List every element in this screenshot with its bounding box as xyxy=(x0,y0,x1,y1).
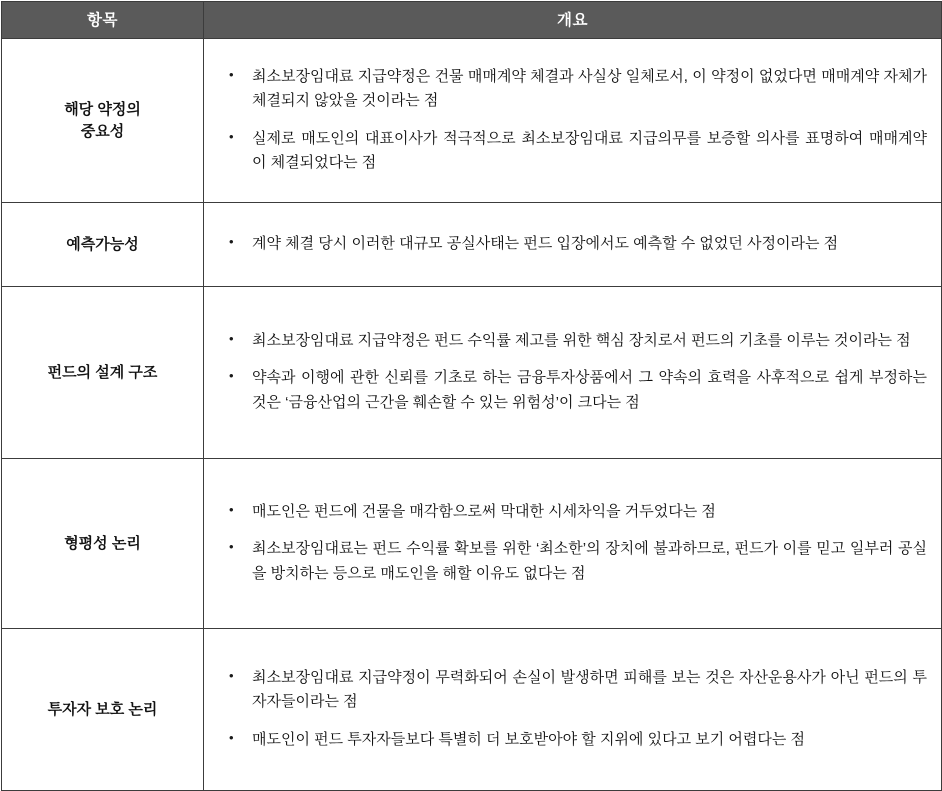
list-item: • 최소보장임대료 지급약정은 펀드 수익률 제고를 위한 핵심 장치로서 펀드의 기초를 이루는 것이라는 점 xyxy=(214,329,927,353)
bullet-list xyxy=(214,232,927,256)
row-item-label xyxy=(2,287,204,459)
row-overview-cell xyxy=(204,287,942,459)
column-header-overview: 개요 xyxy=(204,2,942,39)
row-overview-cell xyxy=(204,203,942,287)
row-item-line: 형평성 논리 xyxy=(64,534,141,552)
bullet-list xyxy=(214,666,927,752)
bullet-list xyxy=(214,329,927,415)
document-sheet xyxy=(0,1,942,766)
list-item: • 최소보장임대료는 펀드 수익률 확보를 위한 ‘최소한’의 장치에 불과하므로, 펀드가 이를 믿고 일부러 공실을 방치하는 등으로 매도인을 해할 이유도 없다는 점 xyxy=(214,537,927,586)
table-row xyxy=(2,459,942,629)
list-item: • 매도인은 펀드에 건물을 매각함으로써 막대한 시세차익을 거두었다는 점 xyxy=(214,500,927,524)
bullet-list xyxy=(214,500,927,586)
table-row xyxy=(2,287,942,459)
row-item-line: 투자자 보호 논리 xyxy=(47,700,158,718)
row-overview-cell xyxy=(204,39,942,203)
list-item: • 최소보장임대료 지급약정은 건물 매매계약 체결과 사실상 일체로서, 이 약정이 없었다면 매매계약 자체가 체결되지 않았을 것이라는 점 xyxy=(214,65,927,114)
row-item-label xyxy=(2,39,204,203)
table-row xyxy=(2,203,942,287)
list-item: • 약속과 이행에 관한 신뢰를 기초로 하는 금융투자상품에서 그 약속의 효력을 사후적으로 쉽게 부정하는 것은 ‘금융산업의 근간을 훼손할 수 있는 위험성’이 크다는 점 xyxy=(214,366,927,415)
list-item: • 실제로 매도인의 대표이사가 적극적으로 최소보장임대료 지급의무를 보증할 의사를 표명하여 매매계약이 체결되었다는 점 xyxy=(214,127,927,176)
table-header xyxy=(2,2,942,39)
list-item: • 최소보장임대료 지급약정이 무력화되어 손실이 발생하면 피해를 보는 것은 자산운용사가 아닌 펀드의 투자자들이라는 점 xyxy=(214,666,927,715)
row-item-line: 예측가능성 xyxy=(66,235,139,253)
row-item-label xyxy=(2,629,204,791)
column-header-item: 항목 xyxy=(2,2,204,39)
table-row xyxy=(2,39,942,203)
row-overview-cell xyxy=(204,629,942,791)
summary-table xyxy=(1,1,942,791)
row-item-line: 해당 약정의 xyxy=(64,100,141,118)
row-item-label xyxy=(2,459,204,629)
row-item-line: 펀드의 설계 구조 xyxy=(47,363,158,381)
row-item-label xyxy=(2,203,204,287)
table-row xyxy=(2,629,942,791)
table-header-row xyxy=(2,2,942,39)
row-overview-cell xyxy=(204,459,942,629)
list-item: • 계약 체결 당시 이러한 대규모 공실사태는 펀드 입장에서도 예측할 수 없었던 사정이라는 점 xyxy=(214,232,927,256)
table-body xyxy=(2,39,942,791)
bullet-list xyxy=(214,65,927,175)
list-item: • 매도인이 펀드 투자자들보다 특별히 더 보호받아야 할 지위에 있다고 보기 어렵다는 점 xyxy=(214,728,927,752)
row-item-line: 중요성 xyxy=(80,122,125,140)
